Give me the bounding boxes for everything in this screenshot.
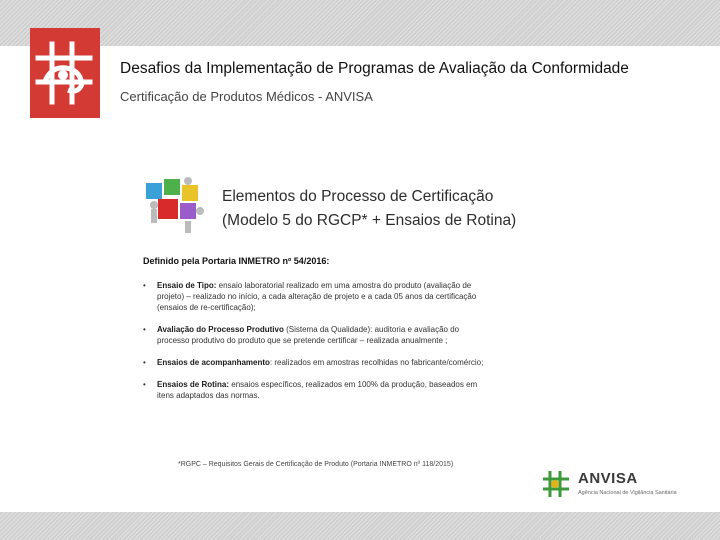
item-text: : realizados em amostras recolhidas no fabricante/comércio; bbox=[269, 358, 484, 367]
anvisa-cross-icon bbox=[540, 468, 572, 500]
item-text: ensaios específicos, realizados em 100% da produção, baseados em itens adaptados das normas. bbox=[157, 380, 478, 400]
anvisa-subtitle: Agência Nacional de Vigilância Sanitária bbox=[578, 490, 677, 496]
list-item bbox=[143, 324, 488, 346]
anvisa-logo bbox=[540, 468, 690, 504]
cross-logo-icon bbox=[30, 28, 100, 118]
anvisa-cross-logo bbox=[30, 28, 100, 118]
bullet: • bbox=[143, 380, 146, 389]
item-text: (Sistema da Qualidade): auditoria e avaliação do processo produtivo do produto que se pretende certificar – realizada anualmente ; bbox=[157, 325, 460, 345]
list-item bbox=[143, 379, 488, 401]
figure-subtitle: (Modelo 5 do RGCP* + Ensaios de Rotina) bbox=[222, 212, 517, 229]
puzzle-people-icon bbox=[140, 175, 210, 235]
top-stripe bbox=[0, 0, 720, 46]
bullet: • bbox=[143, 281, 146, 290]
list-item bbox=[143, 357, 488, 368]
process-elements-list bbox=[143, 280, 488, 412]
item-term: Ensaios de acompanhamento bbox=[157, 358, 270, 367]
bullet: • bbox=[143, 358, 146, 367]
bottom-stripe bbox=[0, 512, 720, 540]
bullet: • bbox=[143, 325, 146, 334]
list-item bbox=[143, 280, 488, 313]
footnote: *RGPC – Requisitos Gerais de Certificação de Produto (Portaria INMETRO nº 118/2015) bbox=[178, 461, 454, 468]
item-term: Avaliação do Processo Produtivo bbox=[157, 325, 284, 334]
slide-title: Desafios da Implementação de Programas de Avaliação da Conformidade bbox=[120, 60, 629, 77]
figure-title: Elementos do Processo de Certificação bbox=[222, 188, 494, 205]
item-text: ensaio laboratorial realizado em uma amostra do produto (avaliação de projeto) – realizado no início, a cada alteração de projeto e a cada 05 anos da certificação (ensaios de re-certificação); bbox=[157, 281, 477, 312]
item-term: Ensaios de Rotina: bbox=[157, 380, 230, 389]
anvisa-name: ANVISA bbox=[578, 470, 638, 487]
defined-by-label: Definido pela Portaria INMETRO nº 54/2016: bbox=[143, 256, 330, 266]
item-term: Ensaio de Tipo: bbox=[157, 281, 217, 290]
certification-figure bbox=[140, 170, 517, 480]
slide-subtitle: Certificação de Produtos Médicos - ANVISA bbox=[120, 89, 373, 104]
